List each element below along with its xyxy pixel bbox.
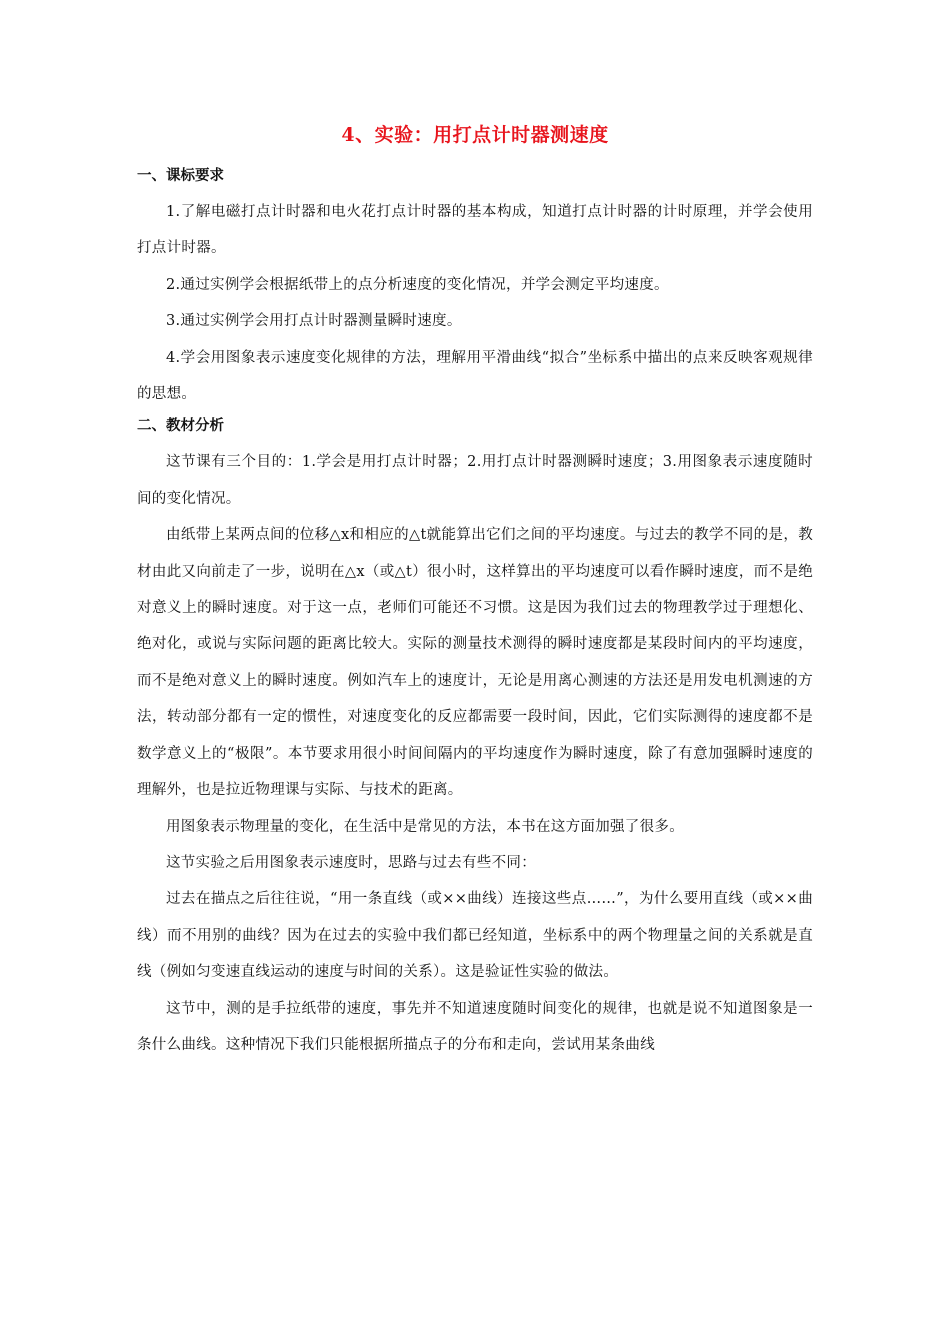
paragraph: 这节课有三个目的：1.学会是用打点计时器；2.用打点计时器测瞬时速度；3.用图象表示速度随时间的变化情况。 — [137, 454, 813, 507]
paragraph: 这节中，测的是手拉纸带的速度，事先并不知道速度随时间变化的规律，也就是说不知道图象是一条什么曲线。这种情况下我们只能根据所描点子的分布和走向，尝试用某条曲线 — [137, 1000, 813, 1053]
paragraph: 4.学会用图象表示速度变化规律的方法，理解用平滑曲线“拟合”坐标系中描出的点来反映客观规律的思想。 — [137, 349, 813, 403]
paragraph: 3.通过实例学会用打点计时器测量瞬时速度。 — [166, 313, 462, 330]
paragraph: 过去在描点之后往往说，“用一条直线（或××曲线）连接这些点……”，为什么要用直线（或××曲线）而不用别的曲线？因为在过去的实验中我们都已经知道，坐标系中的两个物理量之间的关系就是直线（例如匀变速直线运动的速度与时间的关系）。这是验证性实验的做法。 — [137, 891, 813, 981]
paragraph: 由纸带上某两点间的位移△x和相应的△t就能算出它们之间的平均速度。与过去的教学不同的是，教材由此又向前走了一步，说明在△x（或△t）很小时，这样算出的平均速度可以看作瞬时速度，而不是绝对意义上的瞬时速度。对于这一点，老师们可能还不习惯。这是因为我们过去的物理教学过于理想化、绝对化，或说与实际问题的距离比较大。实际的测量技术测得的瞬时速度都是某段时间内的平均速度，而不是绝对意义上的瞬时速度。例如汽车上的速度计，无论是用离心测速的方法还是用发电机测速的方法，转动部分都有一定的惯性，对速度变化的反应都需要一段时间，因此，它们实际测得的速度都不是数学意义上的“极限”。本节要求用很小时间间隔内的平均速度作为瞬时速度，除了有意加强瞬时速度的理解外，也是拉近物理课与实际、与技术的距离。 — [137, 527, 813, 799]
document-page — [137, 118, 813, 1063]
paragraph: 2.通过实例学会根据纸带上的点分析速度的变化情况，并学会测定平均速度。 — [166, 276, 669, 293]
section-heading-analysis: 二、教材分析 — [137, 418, 224, 435]
paragraph: 用图象表示物理量的变化，在生活中是常见的方法，本书在这方面加强了很多。 — [166, 818, 684, 835]
section-heading-standards: 一、课标要求 — [137, 168, 224, 184]
document-title: 4、实验：用打点计时器测速度 — [341, 124, 609, 146]
paragraph: 这节实验之后用图象表示速度时，思路与过去有些不同： — [166, 854, 536, 871]
paragraph: 1.了解电磁打点计时器和电火花打点计时器的基本构成，知道打点计时器的计时原理，并学会使用打点计时器。 — [137, 204, 813, 257]
